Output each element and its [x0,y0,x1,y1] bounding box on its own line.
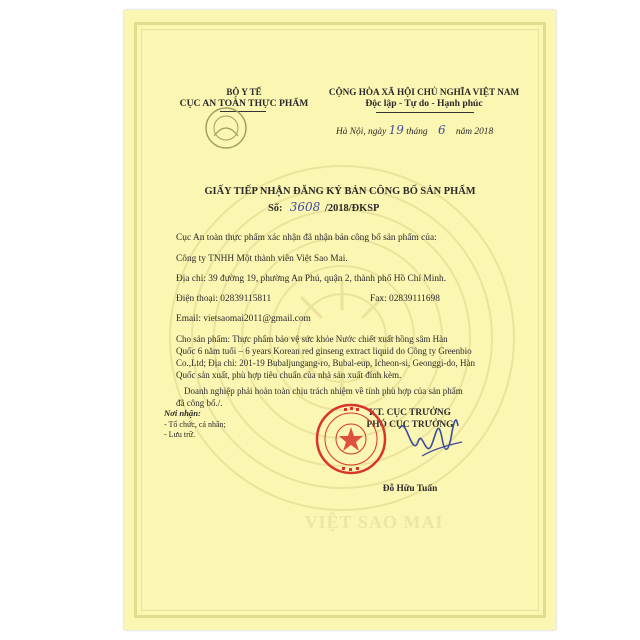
date-year: năm 2018 [455,127,494,137]
responsibility-line: đã công bố./. [176,398,223,408]
recipient-item: - Lưu trữ. [164,430,196,439]
product-line: Co.,Ltd; Địa chỉ: 201-19 Bubaljungang-ro, Bubal-eup, Icheon-si, Geonggi-do, Hàn [176,358,475,368]
date-month: 6 [437,123,446,137]
signer-name: Đỗ Hữu Tuấn [382,484,438,494]
watermark-text: VIỆT SAO MAI [304,512,444,532]
date-month-label: tháng [406,127,428,137]
date-day: 19 [388,123,404,137]
issue-date [336,124,493,138]
certificate-document [124,10,556,630]
date-prefix: Hà Nội, ngày [336,127,387,137]
ministry-name: BỘ Y TẾ [226,87,262,97]
product-line: Quốc sản xuất, phù hợp tiêu chuẩn của nhà sản xuất đính kèm. [176,370,402,380]
country-name: CỘNG HÒA XÃ HỘI CHỦ NGHĨA VIỆT NAM [328,87,520,97]
motto-underline [376,112,474,113]
product-line: Cho sản phẩm: Thực phẩm bảo vệ sức khỏe Nước chiết xuất hồng sâm Hàn [176,334,448,344]
document-number [268,200,379,214]
responsibility-line: Doanh nghiệp phải hoàn toàn chịu trách nhiệm về tính phù hợp của sản phẩm [184,386,463,396]
company-email: Email: vietsaomai2011@gmail.com [176,314,311,324]
official-seal-icon [314,402,388,476]
national-motto: Độc lập - Tự do - Hạnh phúc [365,98,483,109]
agency-name: CỤC AN TOÀN THỰC PHẨM [179,98,309,109]
recipients-label: Nơi nhận: [164,408,201,418]
ministry-emblem-icon [204,106,248,150]
handwritten-signature-icon [392,398,472,478]
signer-position: PHÓ CỤC TRƯỞNG [366,420,454,430]
number-suffix: /2018/ĐKSP [325,203,380,214]
product-line: Quốc 6 năm tuổi – 6 years Korean red ginseng extract liquid do Công ty Greenbio [176,346,472,356]
company-fax: Fax: 02839111698 [370,294,440,304]
number-value: 3608 [289,200,321,214]
intro-text: Cục An toàn thực phẩm xác nhận đã nhận bản công bố sản phẩm của: [176,233,437,243]
signer-title: KT. CỤC TRƯỞNG [369,408,451,418]
company-name: Công ty TNHH Một thành viên Việt Sao Mai. [176,254,348,264]
recipient-item: - Tổ chức, cá nhân; [164,420,226,429]
number-label: Số: [268,203,283,214]
company-address: Địa chỉ: 39 đường 19, phường An Phú, quận 2, thành phố Hồ Chí Minh. [176,274,447,284]
company-phone: Điện thoại: 02839115811 [176,294,272,304]
document-title: GIẤY TIẾP NHẬN ĐĂNG KÝ BẢN CÔNG BỐ SẢN PHẨM [204,186,476,197]
